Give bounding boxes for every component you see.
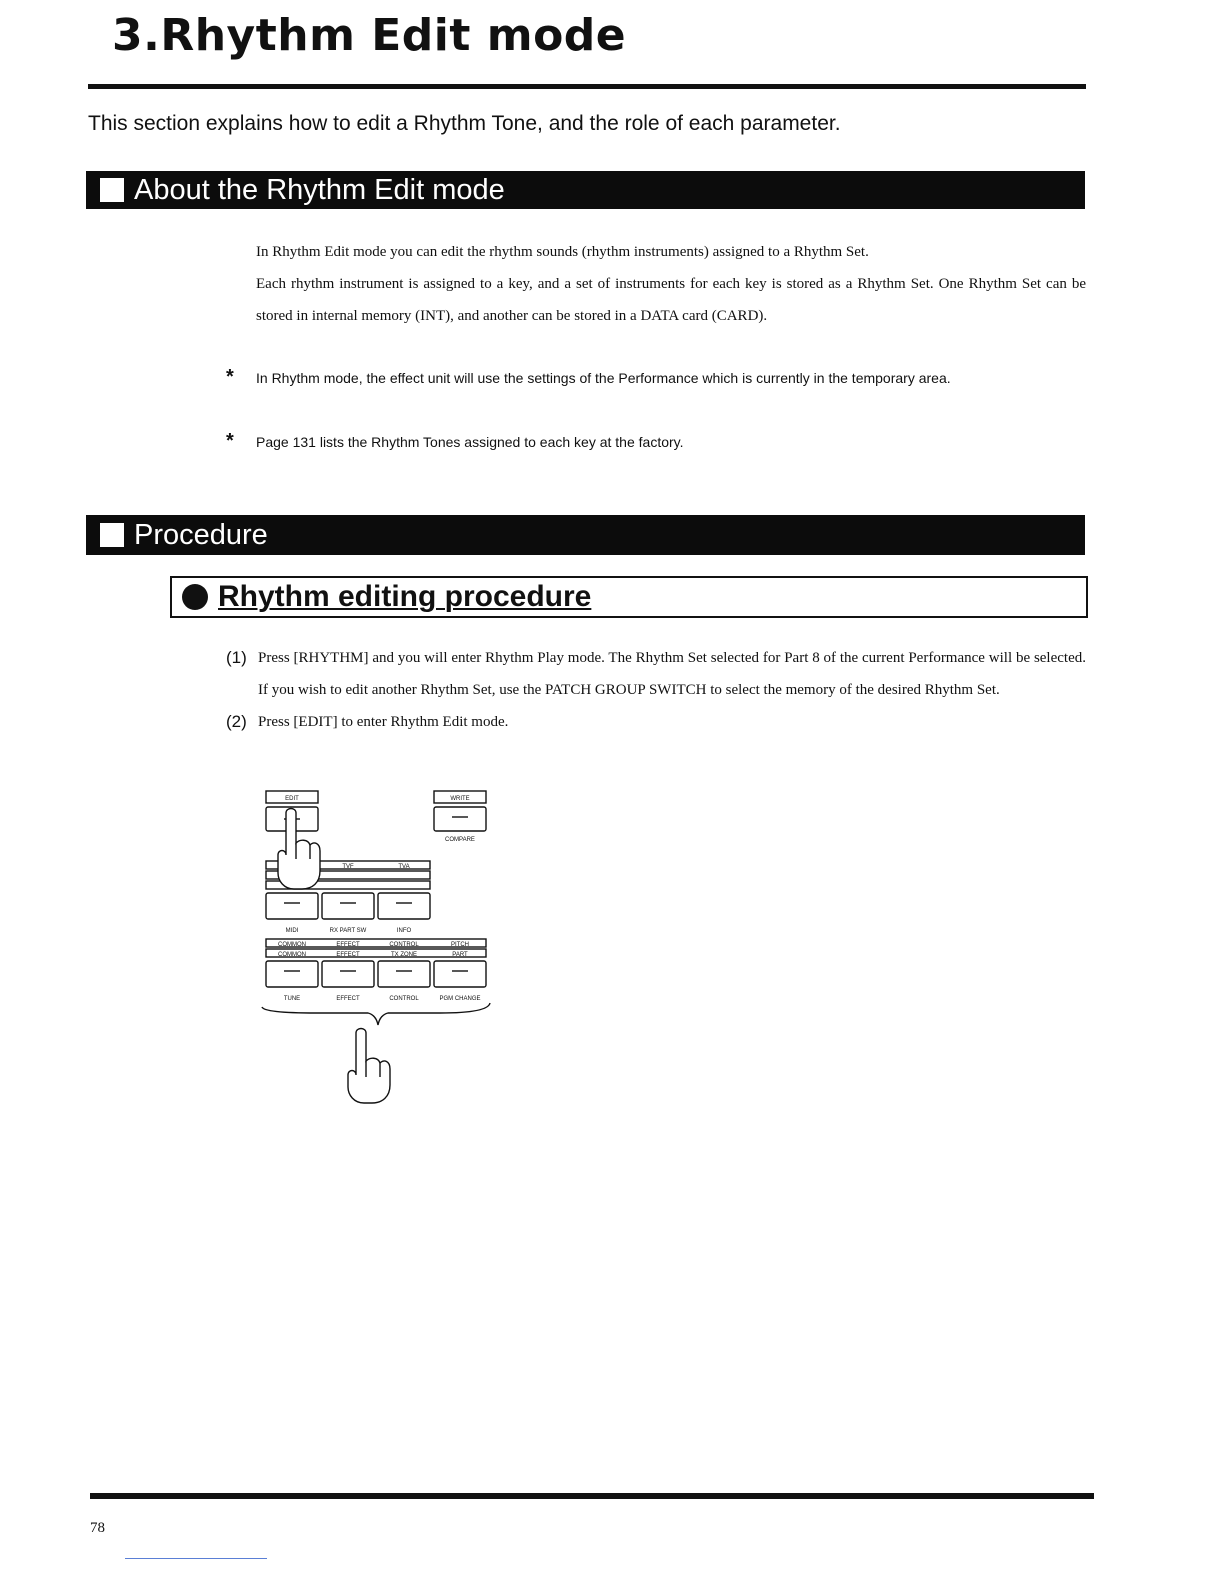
bullet-dot-icon [182,584,208,610]
write-button [434,807,486,831]
square-bullet-icon [100,178,124,202]
tvf-label: TVF [342,864,354,870]
midi-label: MIDI [285,928,299,934]
edit-label: EDIT [285,796,299,802]
common-label: COMMON [278,952,306,958]
about-body [256,236,1086,332]
subheading-label: Rhythm editing procedure [218,580,592,613]
info-label: INFO [396,928,412,934]
pointing-hand-icon [348,1029,390,1104]
part-label: PART [452,952,468,958]
effect-label: EFFECT [336,942,360,948]
compare-label: COMPARE [445,837,475,843]
info-button [378,893,430,919]
subheading-box [170,576,1088,618]
midi-button [266,893,318,919]
section-heading-label: About the Rhythm Edit mode [134,173,505,206]
page-number: 78 [90,1520,105,1536]
footer-rule [90,1493,1094,1499]
pgm-change-button [434,961,486,987]
square-bullet-icon [100,523,124,547]
chapter-title: 3.Rhythm Edit mode [112,10,627,61]
note-item [226,366,951,389]
about-paragraph: Each rhythm instrument is assigned to a key, and a set of instruments for each key is stored as a Rhythm Set. One Rhythm Set can be stored in internal memory (INT), and another can be stored in a DATA card (CARD). [256,276,1086,324]
note-text: In Rhythm mode, the effect unit will use the settings of the Performance which is currently in the temporary area. [256,369,951,386]
step-number: (1) [226,648,247,667]
rx-part-sw-button [322,893,374,919]
tune-button [266,961,318,987]
note-item [226,430,684,453]
step-text: Press [EDIT] to enter Rhythm Edit mode. [258,714,509,730]
tune-label: TUNE [283,996,301,1002]
step-number: (2) [226,712,247,731]
accent-line [125,1558,267,1559]
control-button [378,961,430,987]
section-heading-procedure [86,515,1085,555]
asterisk-icon: * [226,366,234,388]
panel-illustration [256,785,506,1115]
note-text: Page 131 lists the Rhythm Tones assigned to each key at the factory. [256,433,684,450]
effect-label: EFFECT [336,996,360,1002]
rx-part-sw-label: RX PART SW [329,928,367,934]
common-label: COMMON [278,942,306,948]
brace-line [262,1003,490,1025]
section-heading-about [86,171,1085,209]
write-label: WRITE [450,796,470,802]
tx-zone-label: TX ZONE [390,952,418,958]
pointing-hand-icon [278,809,320,890]
step-text: Press [RHYTHM] and you will enter Rhythm Play mode. The Rhythm Set selected for Part 8 of the current Performance will be selected. If you wish to edit another Rhythm Set, use the PATCH GROUP SWITCH to select the memory of the desired Rhythm Set. [258,650,1086,698]
title-rule [88,84,1086,89]
procedure-steps [226,642,1086,738]
asterisk-icon: * [226,430,234,452]
pitch-label: PITCH [451,942,469,948]
about-paragraph: In Rhythm Edit mode you can edit the rhythm sounds (rhythm instruments) assigned to a Rhythm Set. [256,244,869,260]
pgm-change-label: PGM CHANGE [439,996,481,1002]
section-heading-label: Procedure [134,518,268,551]
procedure-step [226,706,1086,738]
intro-text: This section explains how to edit a Rhythm Tone, and the role of each parameter. [88,112,841,135]
control-label: CONTROL [389,996,419,1002]
effect-button [322,961,374,987]
procedure-step [226,642,1086,706]
effect-label: EFFECT [336,952,360,958]
control-label: CONTROL [389,942,419,948]
tva-label: TVA [398,864,410,870]
